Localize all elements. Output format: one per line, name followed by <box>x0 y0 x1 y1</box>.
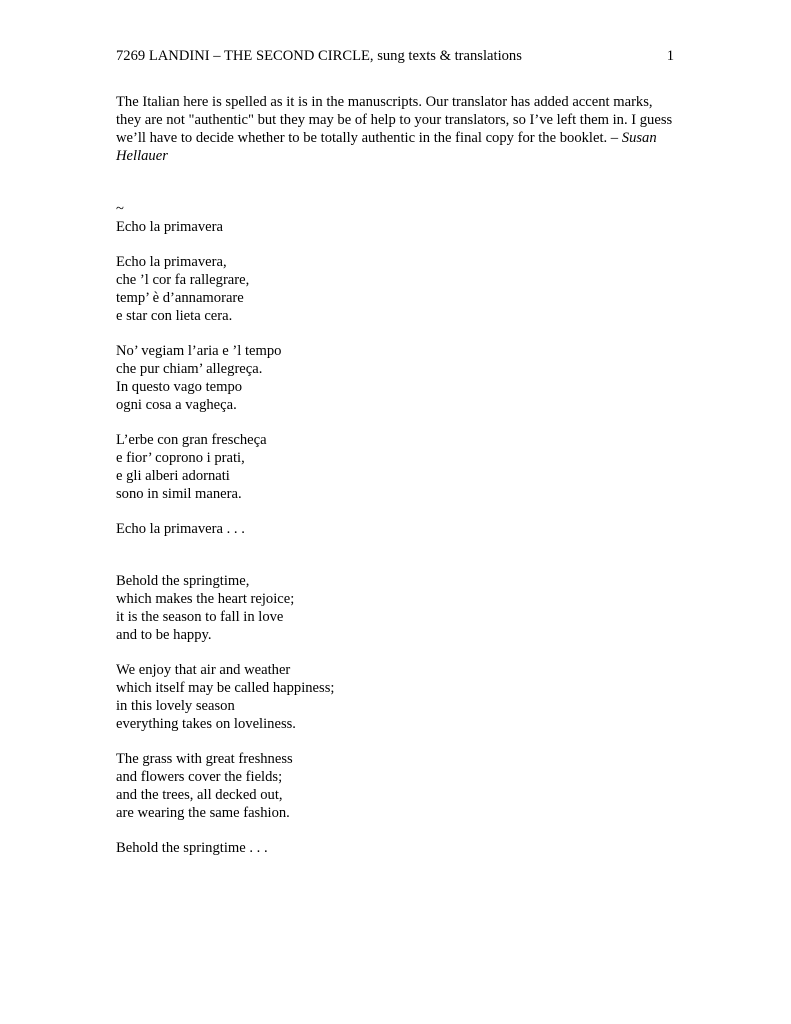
verse-line: ogni cosa a vagheça. <box>116 397 237 413</box>
verse-line: The grass with great freshness <box>116 751 293 767</box>
verse-line: Behold the springtime, <box>116 573 250 589</box>
verse-line: sono in simil manera. <box>116 486 242 502</box>
verse-line: and to be happy. <box>116 627 212 643</box>
verse-line: e star con lieta cera. <box>116 308 233 324</box>
verse-line: are wearing the same fashion. <box>116 805 290 821</box>
english-stanza-1 <box>116 572 676 644</box>
page-number: 1 <box>666 48 674 64</box>
italian-refrain: Echo la primavera . . . <box>116 521 245 537</box>
verse-line: e gli alberi adornati <box>116 468 230 484</box>
english-stanza-3 <box>116 750 676 822</box>
verse-line: e fior’ coprono i prati, <box>116 450 245 466</box>
verse-line: which itself may be called happiness; <box>116 680 335 696</box>
verse-line: everything takes on loveliness. <box>116 716 296 732</box>
page-header <box>116 46 674 66</box>
italian-stanza-2 <box>116 342 676 414</box>
verse-line: Echo la primavera, <box>116 254 227 270</box>
verse-line: and the trees, all decked out, <box>116 787 283 803</box>
english-refrain: Behold the springtime . . . <box>116 840 268 856</box>
editor-note <box>116 93 676 165</box>
english-stanza-2 <box>116 661 676 733</box>
verse-line: che ’l cor fa rallegrare, <box>116 272 250 288</box>
italian-stanza-1 <box>116 253 676 325</box>
verse-line: In questo vago tempo <box>116 379 243 395</box>
verse-line: it is the season to fall in love <box>116 609 284 625</box>
editor-note-author: Susan Hellauer <box>116 130 657 164</box>
section-separator: ~ <box>116 201 124 217</box>
verse-line: which makes the heart rejoice; <box>116 591 295 607</box>
verse-line: che pur chiam’ allegreça. <box>116 361 263 377</box>
verse-line: No’ vegiam l’aria e ’l tempo <box>116 343 282 359</box>
verse-line: L’erbe con gran frescheça <box>116 432 267 448</box>
verse-line: We enjoy that air and weather <box>116 662 291 678</box>
document-title: 7269 LANDINI – THE SECOND CIRCLE, sung texts & translations <box>116 48 522 64</box>
italian-stanza-3 <box>116 431 676 503</box>
verse-line: in this lovely season <box>116 698 235 714</box>
verse-line: and flowers cover the fields; <box>116 769 283 785</box>
song-text <box>116 200 676 857</box>
song-title: Echo la primavera <box>116 219 223 235</box>
verse-line: temp’ è d’annamorare <box>116 290 244 306</box>
editor-note-text: The Italian here is spelled as it is in the manuscripts. Our translator has added accent marks, they are not "authentic" but they may be of help to your translators, so I’ve left them in. I guess we’ll have to decide whether to be totally authentic in the final copy for the booklet. – <box>116 94 673 146</box>
